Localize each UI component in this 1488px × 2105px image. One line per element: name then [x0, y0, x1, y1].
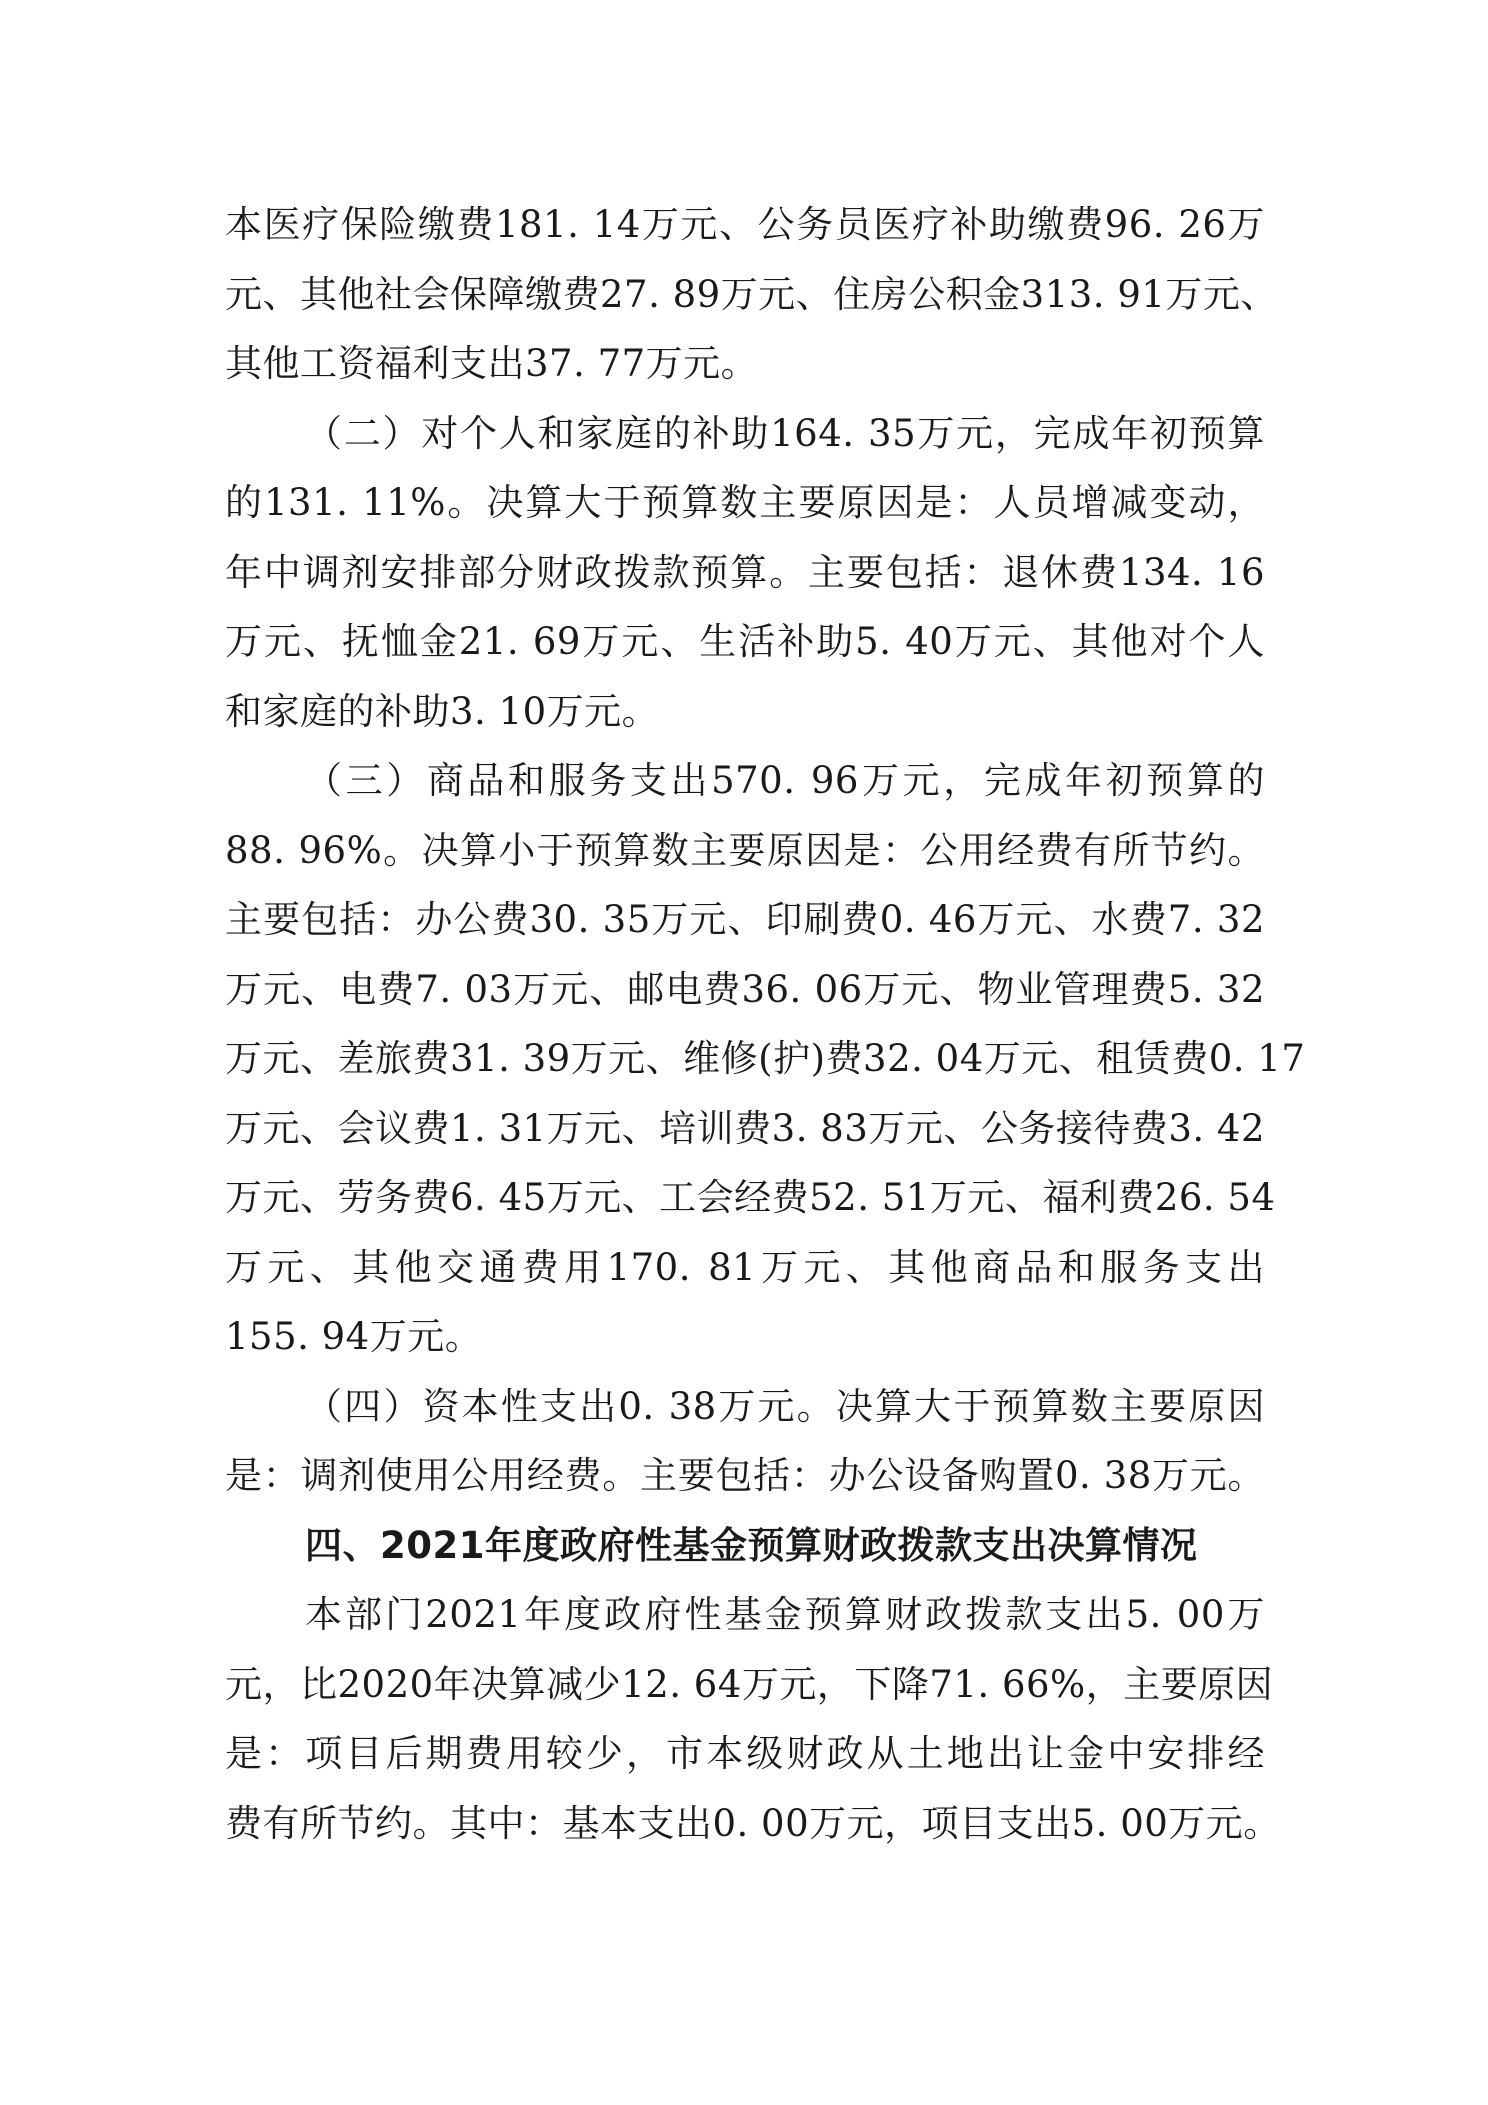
body-text-line: 元，比2020年决算减少12. 64万元，下降71. 66%，主要原因 [225, 1662, 1274, 1706]
body-text-line: 万元、差旅费31. 39万元、维修(护)费32. 04万元、租赁费0. 17 [225, 1037, 1306, 1080]
body-text-line: 的131. 11%。决算大于预算数主要原因是：人员增减变动， [225, 481, 1265, 524]
section-4-heading: 四、2021年度政府性基金预算财政拨款支出决算情况 [305, 1523, 1198, 1567]
body-text-line: 年中调剂安排部分财政拨款预算。主要包括：退休费134. 16 [225, 550, 1265, 594]
body-text-line: 费有所节约。其中：基本支出0. 00万元，项目支出5. 00万元。 [225, 1801, 1281, 1845]
body-text-line: 万元、抚恤金21. 69万元、生活补助5. 40万元、其他对个人 [225, 620, 1265, 663]
section-4-body-first-line: 本部门2021年度政府性基金预算财政拨款支出5. 00万 [305, 1593, 1265, 1636]
body-text-line: 是：调剂使用公用经费。主要包括：办公设备购置0. 38万元。 [225, 1454, 1265, 1497]
body-text-line: 本医疗保险缴费181. 14万元、公务员医疗补助缴费96. 26万 [225, 203, 1265, 246]
body-text-line: 元、其他社会保障缴费27. 89万元、住房公积金313. 91万元、 [225, 272, 1278, 316]
subsection-3-first-line: （三）商品和服务支出570. 96万元，完成年初预算的 [305, 759, 1265, 802]
subsection-2-first-line: （二）对个人和家庭的补助164. 35万元，完成年初预算 [305, 411, 1265, 455]
subsection-4-first-line: （四）资本性支出0. 38万元。决算大于预算数主要原因 [305, 1384, 1265, 1428]
body-text-line: 是：项目后期费用较少，市本级财政从土地出让金中安排经 [225, 1732, 1265, 1775]
body-text-line: 万元、其他交通费用170. 81万元、其他商品和服务支出 [225, 1245, 1265, 1289]
body-text-line: 和家庭的补助3. 10万元。 [225, 689, 660, 733]
body-text-line: 主要包括：办公费30. 35万元、印刷费0. 46万元、水费7. 32 [225, 898, 1265, 941]
body-text-line: 88. 96%。决算小于预算数主要原因是：公用经费有所节约。 [225, 828, 1265, 872]
document-body [225, 190, 1306, 1858]
body-text-line: 其他工资福利支出37. 77万元。 [225, 342, 759, 385]
body-text-line: 万元、劳务费6. 45万元、工会经费52. 51万元、福利费26. 54 [225, 1176, 1276, 1219]
body-text-line: 万元、会议费1. 31万元、培训费3. 83万元、公务接待费3. 42 [225, 1106, 1265, 1150]
body-text-line: 155. 94万元。 [225, 1315, 483, 1358]
body-text-line: 万元、电费7. 03万元、邮电费36. 06万元、物业管理费5. 32 [225, 967, 1265, 1011]
